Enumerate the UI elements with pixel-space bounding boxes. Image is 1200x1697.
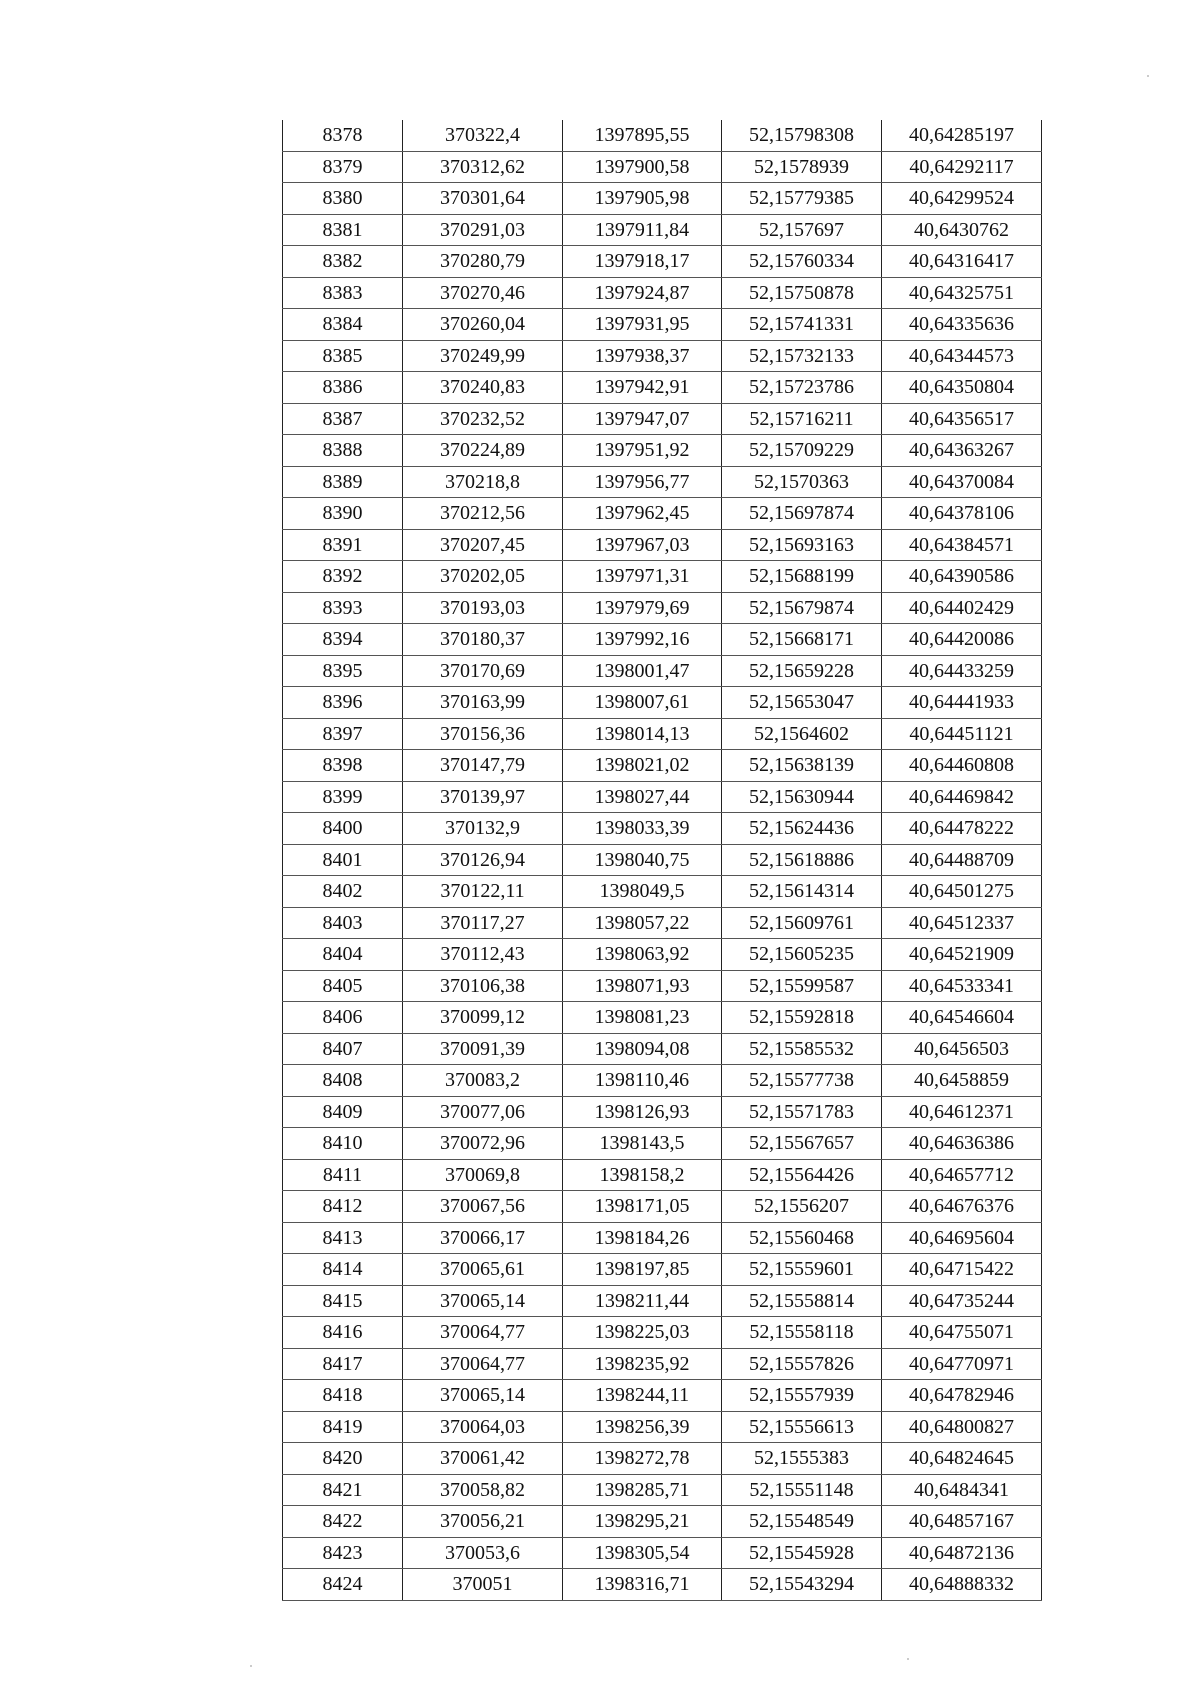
longitude-cell: 40,64363267 [882, 435, 1042, 467]
longitude-cell: 40,64488709 [882, 844, 1042, 876]
point-number-cell: 8415 [283, 1285, 403, 1317]
point-number-cell: 8409 [283, 1096, 403, 1128]
table-row [283, 214, 1042, 246]
point-number-cell: 8414 [283, 1254, 403, 1286]
longitude-cell: 40,64755071 [882, 1317, 1042, 1349]
y-coordinate-cell: 1397911,84 [563, 214, 722, 246]
table-row [283, 466, 1042, 498]
x-coordinate-cell: 370240,83 [403, 372, 563, 404]
latitude-cell: 52,15732133 [722, 340, 882, 372]
table-row [283, 939, 1042, 971]
y-coordinate-cell: 1398001,47 [563, 655, 722, 687]
point-number-cell: 8402 [283, 876, 403, 908]
x-coordinate-cell: 370053,6 [403, 1537, 563, 1569]
longitude-cell: 40,64356517 [882, 403, 1042, 435]
table-row [283, 1254, 1042, 1286]
table-row [283, 309, 1042, 341]
y-coordinate-cell: 1397931,95 [563, 309, 722, 341]
longitude-cell: 40,64433259 [882, 655, 1042, 687]
table-row [283, 1065, 1042, 1097]
x-coordinate-cell: 370056,21 [403, 1506, 563, 1538]
y-coordinate-cell: 1398126,93 [563, 1096, 722, 1128]
y-coordinate-cell: 1398171,05 [563, 1191, 722, 1223]
y-coordinate-cell: 1398057,22 [563, 907, 722, 939]
x-coordinate-cell: 370147,79 [403, 750, 563, 782]
y-coordinate-cell: 1398049,5 [563, 876, 722, 908]
table-row [283, 876, 1042, 908]
table-row [283, 340, 1042, 372]
longitude-cell: 40,64782946 [882, 1380, 1042, 1412]
point-number-cell: 8385 [283, 340, 403, 372]
longitude-cell: 40,64460808 [882, 750, 1042, 782]
x-coordinate-cell: 370202,05 [403, 561, 563, 593]
longitude-cell: 40,64384571 [882, 529, 1042, 561]
point-number-cell: 8399 [283, 781, 403, 813]
x-coordinate-cell: 370117,27 [403, 907, 563, 939]
latitude-cell: 52,15585532 [722, 1033, 882, 1065]
y-coordinate-cell: 1398081,23 [563, 1002, 722, 1034]
latitude-cell: 52,15548549 [722, 1506, 882, 1538]
table-row [283, 750, 1042, 782]
table-row [283, 183, 1042, 215]
table-row [283, 1128, 1042, 1160]
x-coordinate-cell: 370066,17 [403, 1222, 563, 1254]
x-coordinate-cell: 370112,43 [403, 939, 563, 971]
latitude-cell: 52,15592818 [722, 1002, 882, 1034]
x-coordinate-cell: 370061,42 [403, 1443, 563, 1475]
y-coordinate-cell: 1398305,54 [563, 1537, 722, 1569]
x-coordinate-cell: 370064,77 [403, 1317, 563, 1349]
x-coordinate-cell: 370065,14 [403, 1285, 563, 1317]
x-coordinate-cell: 370126,94 [403, 844, 563, 876]
latitude-cell: 52,15559601 [722, 1254, 882, 1286]
point-number-cell: 8412 [283, 1191, 403, 1223]
longitude-cell: 40,64715422 [882, 1254, 1042, 1286]
longitude-cell: 40,64695604 [882, 1222, 1042, 1254]
table-row [283, 120, 1042, 151]
point-number-cell: 8389 [283, 466, 403, 498]
point-number-cell: 8405 [283, 970, 403, 1002]
y-coordinate-cell: 1398027,44 [563, 781, 722, 813]
table-row [283, 1537, 1042, 1569]
scan-speck [1147, 75, 1149, 77]
table-row [283, 1033, 1042, 1065]
point-number-cell: 8401 [283, 844, 403, 876]
longitude-cell: 40,6430762 [882, 214, 1042, 246]
longitude-cell: 40,64292117 [882, 151, 1042, 183]
latitude-cell: 52,1570363 [722, 466, 882, 498]
table-row [283, 1474, 1042, 1506]
longitude-cell: 40,64546604 [882, 1002, 1042, 1034]
longitude-cell: 40,64469842 [882, 781, 1042, 813]
latitude-cell: 52,15609761 [722, 907, 882, 939]
longitude-cell: 40,64512337 [882, 907, 1042, 939]
table-row [283, 592, 1042, 624]
table-row [283, 624, 1042, 656]
y-coordinate-cell: 1397918,17 [563, 246, 722, 278]
point-number-cell: 8390 [283, 498, 403, 530]
table-row [283, 718, 1042, 750]
x-coordinate-cell: 370067,56 [403, 1191, 563, 1223]
point-number-cell: 8393 [283, 592, 403, 624]
latitude-cell: 52,15560468 [722, 1222, 882, 1254]
latitude-cell: 52,15697874 [722, 498, 882, 530]
longitude-cell: 40,64657712 [882, 1159, 1042, 1191]
x-coordinate-cell: 370099,12 [403, 1002, 563, 1034]
longitude-cell: 40,64824645 [882, 1443, 1042, 1475]
latitude-cell: 52,15556613 [722, 1411, 882, 1443]
y-coordinate-cell: 1398007,61 [563, 687, 722, 719]
point-number-cell: 8420 [283, 1443, 403, 1475]
point-number-cell: 8410 [283, 1128, 403, 1160]
point-number-cell: 8384 [283, 309, 403, 341]
longitude-cell: 40,64636386 [882, 1128, 1042, 1160]
y-coordinate-cell: 1397967,03 [563, 529, 722, 561]
table-row [283, 1443, 1042, 1475]
y-coordinate-cell: 1398295,21 [563, 1506, 722, 1538]
y-coordinate-cell: 1398316,71 [563, 1569, 722, 1601]
point-number-cell: 8408 [283, 1065, 403, 1097]
x-coordinate-cell: 370207,45 [403, 529, 563, 561]
point-number-cell: 8382 [283, 246, 403, 278]
x-coordinate-cell: 370083,2 [403, 1065, 563, 1097]
y-coordinate-cell: 1397962,45 [563, 498, 722, 530]
latitude-cell: 52,15605235 [722, 939, 882, 971]
point-number-cell: 8396 [283, 687, 403, 719]
y-coordinate-cell: 1398040,75 [563, 844, 722, 876]
longitude-cell: 40,64800827 [882, 1411, 1042, 1443]
table-row [283, 1159, 1042, 1191]
point-number-cell: 8407 [283, 1033, 403, 1065]
latitude-cell: 52,15630944 [722, 781, 882, 813]
point-number-cell: 8388 [283, 435, 403, 467]
x-coordinate-cell: 370058,82 [403, 1474, 563, 1506]
scan-speck [907, 1658, 909, 1660]
latitude-cell: 52,15564426 [722, 1159, 882, 1191]
x-coordinate-cell: 370301,64 [403, 183, 563, 215]
latitude-cell: 52,15567657 [722, 1128, 882, 1160]
point-number-cell: 8406 [283, 1002, 403, 1034]
longitude-cell: 40,64325751 [882, 277, 1042, 309]
longitude-cell: 40,64478222 [882, 813, 1042, 845]
latitude-cell: 52,15693163 [722, 529, 882, 561]
longitude-cell: 40,64390586 [882, 561, 1042, 593]
table-row [283, 1222, 1042, 1254]
table-row [283, 1191, 1042, 1223]
table-row [283, 529, 1042, 561]
point-number-cell: 8381 [283, 214, 403, 246]
y-coordinate-cell: 1398244,11 [563, 1380, 722, 1412]
latitude-cell: 52,15558814 [722, 1285, 882, 1317]
x-coordinate-cell: 370270,46 [403, 277, 563, 309]
point-number-cell: 8424 [283, 1569, 403, 1601]
x-coordinate-cell: 370224,89 [403, 435, 563, 467]
longitude-cell: 40,64344573 [882, 340, 1042, 372]
longitude-cell: 40,64299524 [882, 183, 1042, 215]
x-coordinate-cell: 370312,62 [403, 151, 563, 183]
y-coordinate-cell: 1398235,92 [563, 1348, 722, 1380]
y-coordinate-cell: 1398211,44 [563, 1285, 722, 1317]
longitude-cell: 40,64501275 [882, 876, 1042, 908]
table-row [283, 561, 1042, 593]
y-coordinate-cell: 1397942,91 [563, 372, 722, 404]
point-number-cell: 8383 [283, 277, 403, 309]
longitude-cell: 40,64533341 [882, 970, 1042, 1002]
y-coordinate-cell: 1397956,77 [563, 466, 722, 498]
latitude-cell: 52,15779385 [722, 183, 882, 215]
latitude-cell: 52,15638139 [722, 750, 882, 782]
latitude-cell: 52,15659228 [722, 655, 882, 687]
point-number-cell: 8423 [283, 1537, 403, 1569]
y-coordinate-cell: 1398158,2 [563, 1159, 722, 1191]
x-coordinate-cell: 370064,03 [403, 1411, 563, 1443]
point-number-cell: 8380 [283, 183, 403, 215]
latitude-cell: 52,15551148 [722, 1474, 882, 1506]
point-number-cell: 8413 [283, 1222, 403, 1254]
x-coordinate-cell: 370072,96 [403, 1128, 563, 1160]
latitude-cell: 52,15653047 [722, 687, 882, 719]
table-row [283, 498, 1042, 530]
latitude-cell: 52,15614314 [722, 876, 882, 908]
table-row [283, 435, 1042, 467]
point-number-cell: 8411 [283, 1159, 403, 1191]
point-number-cell: 8397 [283, 718, 403, 750]
table-row [283, 1285, 1042, 1317]
latitude-cell: 52,157697 [722, 214, 882, 246]
y-coordinate-cell: 1398285,71 [563, 1474, 722, 1506]
longitude-cell: 40,64451121 [882, 718, 1042, 750]
x-coordinate-cell: 370232,52 [403, 403, 563, 435]
table-row [283, 151, 1042, 183]
point-number-cell: 8421 [283, 1474, 403, 1506]
latitude-cell: 52,1578939 [722, 151, 882, 183]
x-coordinate-cell: 370218,8 [403, 466, 563, 498]
x-coordinate-cell: 370064,77 [403, 1348, 563, 1380]
point-number-cell: 8391 [283, 529, 403, 561]
latitude-cell: 52,15558118 [722, 1317, 882, 1349]
point-number-cell: 8378 [283, 120, 403, 151]
table-row [283, 1380, 1042, 1412]
x-coordinate-cell: 370106,38 [403, 970, 563, 1002]
point-number-cell: 8416 [283, 1317, 403, 1349]
x-coordinate-cell: 370322,4 [403, 120, 563, 151]
longitude-cell: 40,64612371 [882, 1096, 1042, 1128]
y-coordinate-cell: 1397905,98 [563, 183, 722, 215]
x-coordinate-cell: 370139,97 [403, 781, 563, 813]
y-coordinate-cell: 1397938,37 [563, 340, 722, 372]
table-row [283, 844, 1042, 876]
point-number-cell: 8387 [283, 403, 403, 435]
point-number-cell: 8395 [283, 655, 403, 687]
latitude-cell: 52,15599587 [722, 970, 882, 1002]
latitude-cell: 52,15668171 [722, 624, 882, 656]
point-number-cell: 8392 [283, 561, 403, 593]
longitude-cell: 40,64378106 [882, 498, 1042, 530]
latitude-cell: 52,15716211 [722, 403, 882, 435]
x-coordinate-cell: 370051 [403, 1569, 563, 1601]
x-coordinate-cell: 370069,8 [403, 1159, 563, 1191]
table-row [283, 781, 1042, 813]
table-row [283, 687, 1042, 719]
table-row [283, 1411, 1042, 1443]
longitude-cell: 40,64335636 [882, 309, 1042, 341]
longitude-cell: 40,64770971 [882, 1348, 1042, 1380]
x-coordinate-cell: 370122,11 [403, 876, 563, 908]
table-row [283, 372, 1042, 404]
x-coordinate-cell: 370065,14 [403, 1380, 563, 1412]
table-row [283, 1096, 1042, 1128]
point-number-cell: 8386 [283, 372, 403, 404]
y-coordinate-cell: 1398071,93 [563, 970, 722, 1002]
longitude-cell: 40,64872136 [882, 1537, 1042, 1569]
longitude-cell: 40,64521909 [882, 939, 1042, 971]
latitude-cell: 52,15709229 [722, 435, 882, 467]
longitude-cell: 40,64316417 [882, 246, 1042, 278]
y-coordinate-cell: 1398184,26 [563, 1222, 722, 1254]
y-coordinate-cell: 1398143,5 [563, 1128, 722, 1160]
latitude-cell: 52,15557939 [722, 1380, 882, 1412]
point-number-cell: 8417 [283, 1348, 403, 1380]
table-row [283, 1002, 1042, 1034]
point-number-cell: 8404 [283, 939, 403, 971]
y-coordinate-cell: 1397924,87 [563, 277, 722, 309]
y-coordinate-cell: 1397895,55 [563, 120, 722, 151]
y-coordinate-cell: 1398021,02 [563, 750, 722, 782]
latitude-cell: 52,15798308 [722, 120, 882, 151]
y-coordinate-cell: 1398225,03 [563, 1317, 722, 1349]
latitude-cell: 52,15741331 [722, 309, 882, 341]
latitude-cell: 52,15557826 [722, 1348, 882, 1380]
latitude-cell: 52,15760334 [722, 246, 882, 278]
latitude-cell: 52,1564602 [722, 718, 882, 750]
y-coordinate-cell: 1398110,46 [563, 1065, 722, 1097]
table-row [283, 403, 1042, 435]
latitude-cell: 52,1556207 [722, 1191, 882, 1223]
coordinates-table [282, 120, 1042, 1601]
x-coordinate-cell: 370260,04 [403, 309, 563, 341]
table-row [283, 970, 1042, 1002]
x-coordinate-cell: 370280,79 [403, 246, 563, 278]
longitude-cell: 40,64285197 [882, 120, 1042, 151]
x-coordinate-cell: 370180,37 [403, 624, 563, 656]
y-coordinate-cell: 1398014,13 [563, 718, 722, 750]
table-row [283, 655, 1042, 687]
latitude-cell: 52,15545928 [722, 1537, 882, 1569]
y-coordinate-cell: 1397971,31 [563, 561, 722, 593]
table-row [283, 907, 1042, 939]
x-coordinate-cell: 370163,99 [403, 687, 563, 719]
scan-speck [250, 1665, 252, 1667]
latitude-cell: 52,15679874 [722, 592, 882, 624]
y-coordinate-cell: 1397992,16 [563, 624, 722, 656]
latitude-cell: 52,15723786 [722, 372, 882, 404]
y-coordinate-cell: 1398197,85 [563, 1254, 722, 1286]
longitude-cell: 40,64888332 [882, 1569, 1042, 1601]
x-coordinate-cell: 370077,06 [403, 1096, 563, 1128]
point-number-cell: 8379 [283, 151, 403, 183]
y-coordinate-cell: 1398033,39 [563, 813, 722, 845]
y-coordinate-cell: 1398063,92 [563, 939, 722, 971]
latitude-cell: 52,15618886 [722, 844, 882, 876]
point-number-cell: 8400 [283, 813, 403, 845]
point-number-cell: 8403 [283, 907, 403, 939]
point-number-cell: 8398 [283, 750, 403, 782]
table-row [283, 1506, 1042, 1538]
table-row [283, 277, 1042, 309]
y-coordinate-cell: 1398256,39 [563, 1411, 722, 1443]
longitude-cell: 40,6484341 [882, 1474, 1042, 1506]
point-number-cell: 8418 [283, 1380, 403, 1412]
point-number-cell: 8419 [283, 1411, 403, 1443]
latitude-cell: 52,15577738 [722, 1065, 882, 1097]
latitude-cell: 52,1555383 [722, 1443, 882, 1475]
latitude-cell: 52,15688199 [722, 561, 882, 593]
longitude-cell: 40,64402429 [882, 592, 1042, 624]
x-coordinate-cell: 370132,9 [403, 813, 563, 845]
table-row [283, 1348, 1042, 1380]
y-coordinate-cell: 1397951,92 [563, 435, 722, 467]
longitude-cell: 40,64676376 [882, 1191, 1042, 1223]
y-coordinate-cell: 1398094,08 [563, 1033, 722, 1065]
table-row [283, 1569, 1042, 1601]
coordinates-table-body [283, 120, 1042, 1600]
latitude-cell: 52,15571783 [722, 1096, 882, 1128]
longitude-cell: 40,64441933 [882, 687, 1042, 719]
x-coordinate-cell: 370156,36 [403, 718, 563, 750]
x-coordinate-cell: 370249,99 [403, 340, 563, 372]
x-coordinate-cell: 370065,61 [403, 1254, 563, 1286]
y-coordinate-cell: 1398272,78 [563, 1443, 722, 1475]
longitude-cell: 40,64350804 [882, 372, 1042, 404]
longitude-cell: 40,64420086 [882, 624, 1042, 656]
y-coordinate-cell: 1397979,69 [563, 592, 722, 624]
longitude-cell: 40,6456503 [882, 1033, 1042, 1065]
latitude-cell: 52,15750878 [722, 277, 882, 309]
point-number-cell: 8422 [283, 1506, 403, 1538]
longitude-cell: 40,6458859 [882, 1065, 1042, 1097]
x-coordinate-cell: 370291,03 [403, 214, 563, 246]
y-coordinate-cell: 1397947,07 [563, 403, 722, 435]
longitude-cell: 40,64857167 [882, 1506, 1042, 1538]
longitude-cell: 40,64735244 [882, 1285, 1042, 1317]
x-coordinate-cell: 370091,39 [403, 1033, 563, 1065]
table-row [283, 1317, 1042, 1349]
table-row [283, 813, 1042, 845]
y-coordinate-cell: 1397900,58 [563, 151, 722, 183]
x-coordinate-cell: 370170,69 [403, 655, 563, 687]
longitude-cell: 40,64370084 [882, 466, 1042, 498]
latitude-cell: 52,15543294 [722, 1569, 882, 1601]
table-row [283, 246, 1042, 278]
point-number-cell: 8394 [283, 624, 403, 656]
latitude-cell: 52,15624436 [722, 813, 882, 845]
x-coordinate-cell: 370212,56 [403, 498, 563, 530]
x-coordinate-cell: 370193,03 [403, 592, 563, 624]
